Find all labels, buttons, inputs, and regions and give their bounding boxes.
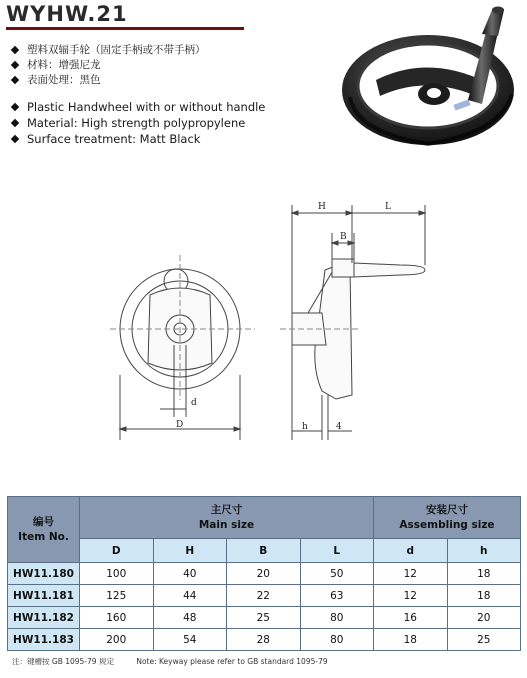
- diamond-bullet-icon: [11, 45, 19, 53]
- table-cell: 63: [300, 585, 374, 607]
- header-main-size: [80, 497, 374, 539]
- header-assembling-size: [374, 497, 521, 539]
- table-cell: 18: [447, 563, 521, 585]
- feature-item-en: [10, 99, 340, 115]
- table-cell: 48: [153, 607, 227, 629]
- table-cell: 54: [153, 629, 227, 651]
- diamond-bullet-icon: [11, 103, 19, 111]
- spec-table: [7, 496, 521, 651]
- dim-label-B: B: [340, 232, 347, 242]
- table-cell: 18: [374, 629, 448, 651]
- diamond-bullet-icon: [11, 119, 19, 127]
- table-cell: 44: [153, 585, 227, 607]
- model-cell: HW11.181: [8, 585, 80, 607]
- column-header: d: [374, 539, 448, 563]
- table-cell: 12: [374, 585, 448, 607]
- feature-text: Material: High strength polypropylene: [27, 116, 246, 130]
- feature-item-en: [10, 115, 340, 131]
- header-assembling-cn: 安装尺寸: [426, 503, 468, 516]
- table-cell: 16: [374, 607, 448, 629]
- technical-drawing: [100, 195, 440, 445]
- feature-item-cn: [10, 42, 340, 57]
- table-cell: 22: [227, 585, 301, 607]
- column-header: h: [447, 539, 521, 563]
- footnote-en: Note: Keyway please refer to GB standard 1095-79: [136, 657, 328, 666]
- feature-text: Surface treatment: Matt Black: [27, 132, 201, 146]
- feature-text: 材料：增强尼龙: [27, 59, 101, 71]
- footnote: [12, 656, 522, 667]
- diamond-bullet-icon: [11, 135, 19, 143]
- dim-label-L: L: [385, 202, 391, 212]
- diamond-bullet-icon: [11, 75, 19, 83]
- side-view-handle-base: [332, 259, 354, 277]
- table-cell: 40: [153, 563, 227, 585]
- feature-item-cn: [10, 72, 340, 87]
- footnote-cn: 注：键槽按 GB 1095-79 规定: [12, 657, 114, 666]
- table-row: [8, 629, 521, 651]
- title-underline: [6, 27, 244, 30]
- table-row: [8, 585, 521, 607]
- table-cell: 25: [227, 607, 301, 629]
- feature-text: Plastic Handwheel with or without handle: [27, 100, 266, 114]
- table-cell: 18: [447, 585, 521, 607]
- feature-text: 表面处理：黑色: [27, 74, 101, 86]
- diamond-bullet-icon: [11, 60, 19, 68]
- product-title: WYHW.21: [6, 2, 128, 26]
- column-header: L: [300, 539, 374, 563]
- table-cell: 100: [80, 563, 154, 585]
- table-cell: 20: [227, 563, 301, 585]
- table-cell: 80: [300, 607, 374, 629]
- table-row: [8, 607, 521, 629]
- table-cell: 28: [227, 629, 301, 651]
- table-row: [8, 563, 521, 585]
- dim-label-d: d: [191, 398, 197, 408]
- model-cell: HW11.183: [8, 629, 80, 651]
- table-cell: 20: [447, 607, 521, 629]
- header-item-en: Item No.: [18, 530, 69, 543]
- table-cell: 25: [447, 629, 521, 651]
- handwheel-product-image: [336, 2, 526, 152]
- model-cell: HW11.180: [8, 563, 80, 585]
- feature-item-en: [10, 131, 340, 147]
- header-item-cn: 编号: [33, 515, 54, 528]
- header-assembling-en: Assembling size: [399, 518, 495, 531]
- header-main-cn: 主尺寸: [210, 503, 243, 516]
- side-view-handle-grip: [354, 263, 425, 277]
- feature-list: [10, 42, 340, 147]
- column-header: H: [153, 539, 227, 563]
- table-cell: 80: [300, 629, 374, 651]
- dim-label-H: H: [318, 202, 326, 212]
- feature-item-cn: [10, 57, 340, 72]
- table-cell: 50: [300, 563, 374, 585]
- table-cell: 12: [374, 563, 448, 585]
- feature-text: 塑料双辐手轮（固定手柄或不带手柄）: [27, 44, 206, 56]
- table-cell: 125: [80, 585, 154, 607]
- dim-label-h: h: [302, 422, 308, 432]
- header-item-no: [8, 497, 80, 563]
- dim-label-D: D: [176, 420, 184, 430]
- table-cell: 200: [80, 629, 154, 651]
- model-cell: HW11.182: [8, 607, 80, 629]
- column-header: D: [80, 539, 154, 563]
- column-header: B: [227, 539, 301, 563]
- table-cell: 160: [80, 607, 154, 629]
- header-main-en: Main size: [198, 518, 255, 531]
- dim-label-4: 4: [336, 422, 342, 432]
